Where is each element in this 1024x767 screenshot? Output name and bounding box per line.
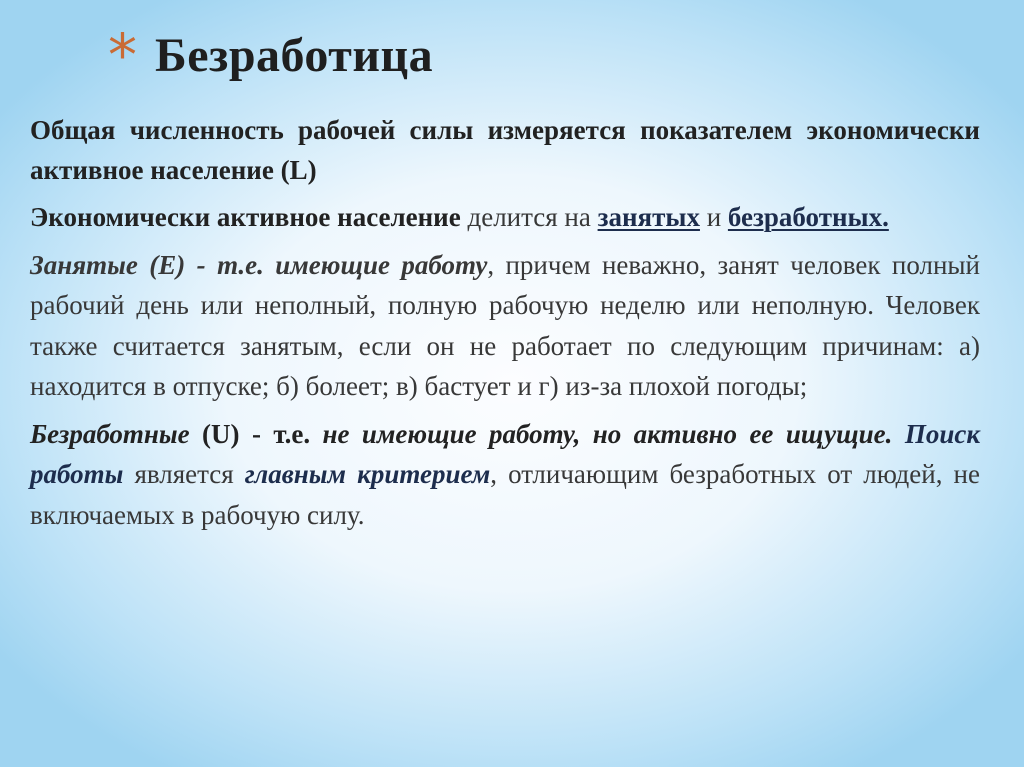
unemployed-rest: , отличающим безработных от людей, не включаемых в рабочую силу. (30, 459, 980, 530)
employed-definition-lead: Занятые (Е) - т.е. имеющие работу (30, 249, 488, 280)
text-is: является (123, 459, 245, 489)
term-unemployed: безработных. (727, 202, 889, 232)
term-job-search: Поиск работы (30, 418, 980, 489)
paragraph-active-population (30, 197, 980, 238)
unemployed-code: (U) - т.е. (189, 418, 323, 449)
paragraph-unemployed (30, 414, 980, 536)
text-space (892, 419, 904, 449)
term-active-population: Экономически активное население (30, 202, 461, 232)
term-main-criterion: главным критерием (244, 459, 491, 489)
slide-body (30, 110, 980, 542)
text-divided-into: делится на (460, 202, 598, 232)
employed-definition-rest: , причем неважно, занят человек полный рабочий день или неполный, полную рабочую неделю или неполную. Человек также считается занятым, если он не работает по следующим причинам: а) находится в отпуске; б) болеет; в) бастует и г) из-за плохой погоды; (30, 249, 980, 401)
text-and: и (699, 202, 728, 232)
title-row (108, 22, 433, 102)
slide-title: Безработица (155, 29, 434, 82)
asterisk-bullet-icon: * (108, 21, 137, 89)
paragraph-labor-force: Общая численность рабочей силы измеряется показателем экономически активное население (L) (30, 115, 980, 185)
term-unemployed-bold: Безработные (30, 418, 190, 449)
paragraph-employed (30, 245, 980, 407)
term-employed: занятых (597, 202, 700, 232)
unemployed-definition: не имеющие работу, но активно ее ищущие. (322, 418, 893, 449)
